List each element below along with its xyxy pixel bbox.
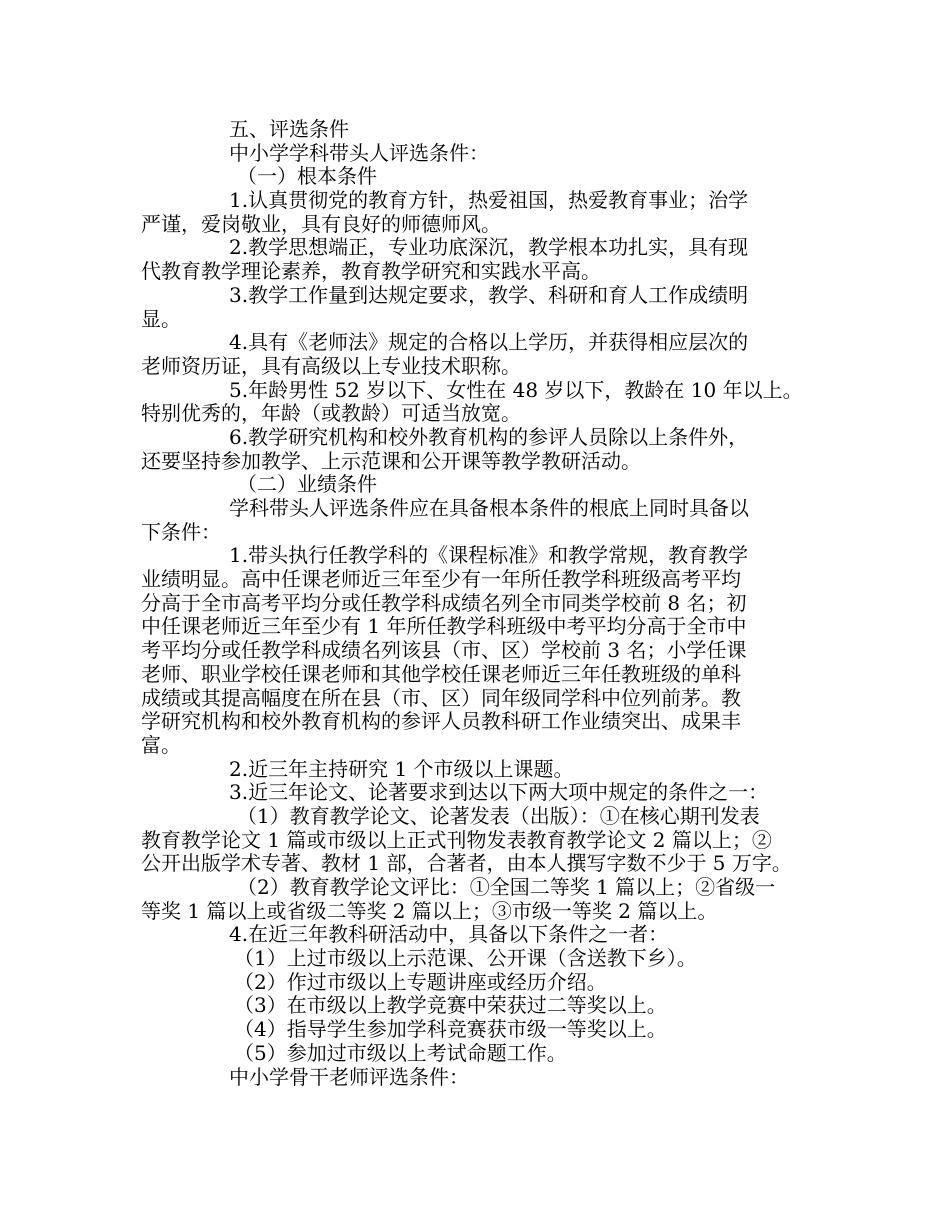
text-line: 3.教学工作量到达规定要求，教学、科研和育人工作成绩明 — [229, 282, 749, 307]
text-line: 分高于全市高考平均分或任教学科成绩名列全市同类学校前 8 名；初 — [141, 590, 747, 615]
text-line: 1.带头执行任教学科的《课程标准》和教学常规，教育教学 — [229, 543, 749, 568]
text-line: 公开出版学术专著、教材 1 部，合著者，由本人撰写字数不少于 5 万字。 — [141, 851, 792, 876]
text-line: 业绩明显。高中任课老师近三年至少有一年所任教学科班级高考平均 — [141, 567, 741, 592]
text-line: （2）教育教学论文评比：①全国二等奖 1 篇以上；②省级一 — [237, 875, 776, 899]
text-line: （3）在市级以上教学竞赛中荣获过二等奖以上。 — [234, 993, 667, 1018]
text-line: （1）教育教学论文、论著发表（出版）：①在核心期刊发表 — [237, 803, 760, 828]
text-line: 等奖 1 篇以上或省级二等奖 2 篇以上；③市级一等奖 2 篇以上。 — [141, 898, 718, 923]
text-line: 中小学学科带头人评选条件： — [229, 140, 489, 165]
text-line: 中任课老师近三年至少有 1 年所任教学科班级中考平均分高于全市中 — [141, 614, 747, 639]
text-line: 5.年龄男性 52 岁以下、女性在 48 岁以下，教龄在 10 年以上。 — [229, 377, 803, 402]
text-line: 2.近三年主持研究 1 个市级以上课题。 — [229, 756, 574, 781]
text-line: 老师资历证，具有高级以上专业技术职称。 — [141, 353, 521, 378]
text-line: 特别优秀的，年龄（或教龄）可适当放宽。 — [141, 401, 521, 426]
text-line: 五、评选条件 — [229, 117, 349, 141]
text-line: 6.教学研究机构和校外教育机构的参评人员除以上条件外， — [229, 424, 749, 449]
text-line: （2）作过市级以上专题讲座或经历介绍。 — [234, 969, 607, 994]
text-line: 还要坚持参加教学、上示范课和公开课等教学教研活动。 — [141, 448, 641, 473]
text-line: 4.具有《老师法》规定的合格以上学历，并获得相应层次的 — [229, 330, 749, 355]
text-line: （一）根本条件 — [237, 164, 377, 189]
text-line: 3.近三年论文、论著要求到达以下两大项中规定的条件之一： — [229, 780, 769, 805]
text-line: 下条件： — [141, 519, 221, 544]
text-line: 1.认真贯彻党的教育方针，热爱祖国，热爱教育事业；治学 — [229, 188, 749, 213]
text-line: 考平均分或任教学科成绩名列该县（市、区）学校前 3 名；小学任课 — [141, 638, 747, 663]
text-line: 中小学骨干老师评选条件： — [229, 1064, 469, 1089]
text-line: 富。 — [141, 732, 181, 757]
text-line: （1）上过市级以上示范课、公开课（含送教下乡）。 — [234, 946, 697, 971]
text-line: 代教育教学理论素养，教育教学研究和实践水平高。 — [141, 259, 601, 284]
document-page — [141, 118, 821, 1089]
text-line: 严谨，爱岗敬业，具有良好的师德师风。 — [141, 211, 501, 236]
text-line: 2.教学思想端正，专业功底深沉，教学根本功扎实，具有现 — [229, 235, 749, 260]
text-line: 成绩或其提高幅度在所在县（市、区）同年级同学科中位列前茅。教 — [141, 685, 741, 710]
text-line: （5）参加过市级以上考试命题工作。 — [234, 1040, 567, 1065]
text-line: （4）指导学生参加学科竞赛获市级一等奖以上。 — [234, 1017, 667, 1042]
text-line: 显。 — [141, 306, 181, 331]
text-line: 教育教学论文 1 篇或市级以上正式刊物发表教育教学论文 2 篇以上；② — [141, 827, 772, 852]
text-line: 老师、职业学校任课老师和其他学校任课老师近三年任教班级的单科 — [141, 661, 741, 686]
text-line: 学研究机构和校外教育机构的参评人员教科研工作业绩突出、成果丰 — [141, 709, 741, 734]
text-line: （二）业绩条件 — [237, 472, 377, 497]
text-line: 学科带头人评选条件应在具备根本条件的根底上同时具备以 — [229, 496, 749, 520]
text-line: 4.在近三年教科研活动中，具备以下条件之一者： — [229, 922, 669, 947]
